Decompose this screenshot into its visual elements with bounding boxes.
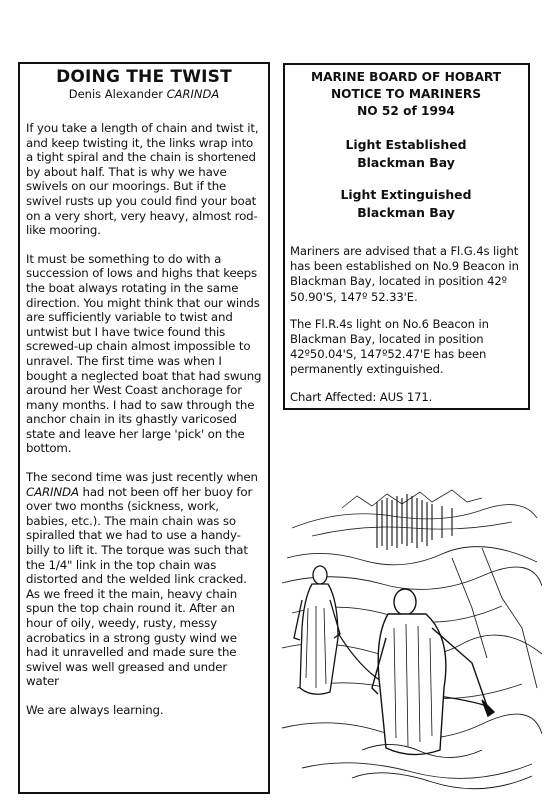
article-paragraph-1: If you take a length of chain and twist it, and keep twisting it, the links wrap into a tight spiral and the chain is shortened by about half. That is why we have swivels on our moorings. But if the swivel rusts up you could find your boat on a very short, very heavy, almost rod-like mooring. <box>26 121 259 238</box>
extinguished-place: Blackman Bay <box>357 205 455 220</box>
article-paragraph-2: It must be something to do with a succession of lows and highs that keeps the boat always rotating in the same direction. You might think that our winds are sufficiently variable to twist and untwist but I have twice found this screwed-up chain almost impossible to unravel. The first time was when I bought a neglected boat that had swung around her West Coast anchorage for many months. I had to saw through the anchor chain in its ghastly varicosed state and leave her large 'pick' on the bottom. <box>26 251 262 456</box>
notice-box <box>283 63 530 410</box>
article-title: DOING THE TWIST <box>56 67 232 87</box>
boat-name: CARINDA <box>166 87 220 101</box>
notice-paragraph-1: Mariners are advised that a Fl.G.4s light has been established on No.9 Beacon in Blackman Bay, located in position 42º 50.90'S, 147º 52.33'E. <box>290 244 519 304</box>
article-box <box>18 62 270 794</box>
notice-number: NO 52 of 1994 <box>357 104 455 118</box>
cliff-hatching <box>377 494 452 550</box>
p3-boat: CARINDA <box>26 484 79 499</box>
light-extinguished <box>290 186 522 222</box>
established-title: Light Established <box>345 137 467 152</box>
p3-before: The second time was just recently when <box>26 470 258 485</box>
article-byline <box>26 87 262 102</box>
distant-shore <box>292 490 537 536</box>
chart-affected: Chart Affected: AUS 171. <box>290 389 433 404</box>
author-name: Denis Alexander <box>68 87 163 101</box>
established-place: Blackman Bay <box>357 155 455 170</box>
right-figure <box>372 589 494 755</box>
extinguished-title: Light Extinguished <box>340 187 472 202</box>
notice-paragraph-2: The Fl.R.4s light on No.6 Beacon in Blackman Bay, located in position 42º50.04'S, 147º52.47'E has been permanently extinguished. <box>290 316 489 377</box>
article-paragraph-3 <box>26 470 262 689</box>
light-established <box>290 136 522 172</box>
wading-figures-illustration <box>282 488 542 800</box>
left-figure <box>294 566 340 694</box>
notice-heading: NOTICE TO MARINERS <box>330 87 481 101</box>
p3-after: had not been off her buoy for over two months (sickness, work, babies, etc.). The main chain was so spiralled that we had to use a handy-billy to lift it. The torque was such that the 1/4" link in the top chain was distorted and the welded link cracked. As we freed it the main, heavy chain spun the top chain round it. After an hour of oily, weedy, rusty, messy acrobatics in a strong gusty wind we had it unravelled and made sure the swivel was well greased and under water <box>26 484 253 689</box>
foreground-water <box>352 744 532 788</box>
article-closing: We are always learning. <box>26 702 164 717</box>
notice-org: MARINE BOARD OF HOBART <box>310 70 502 84</box>
